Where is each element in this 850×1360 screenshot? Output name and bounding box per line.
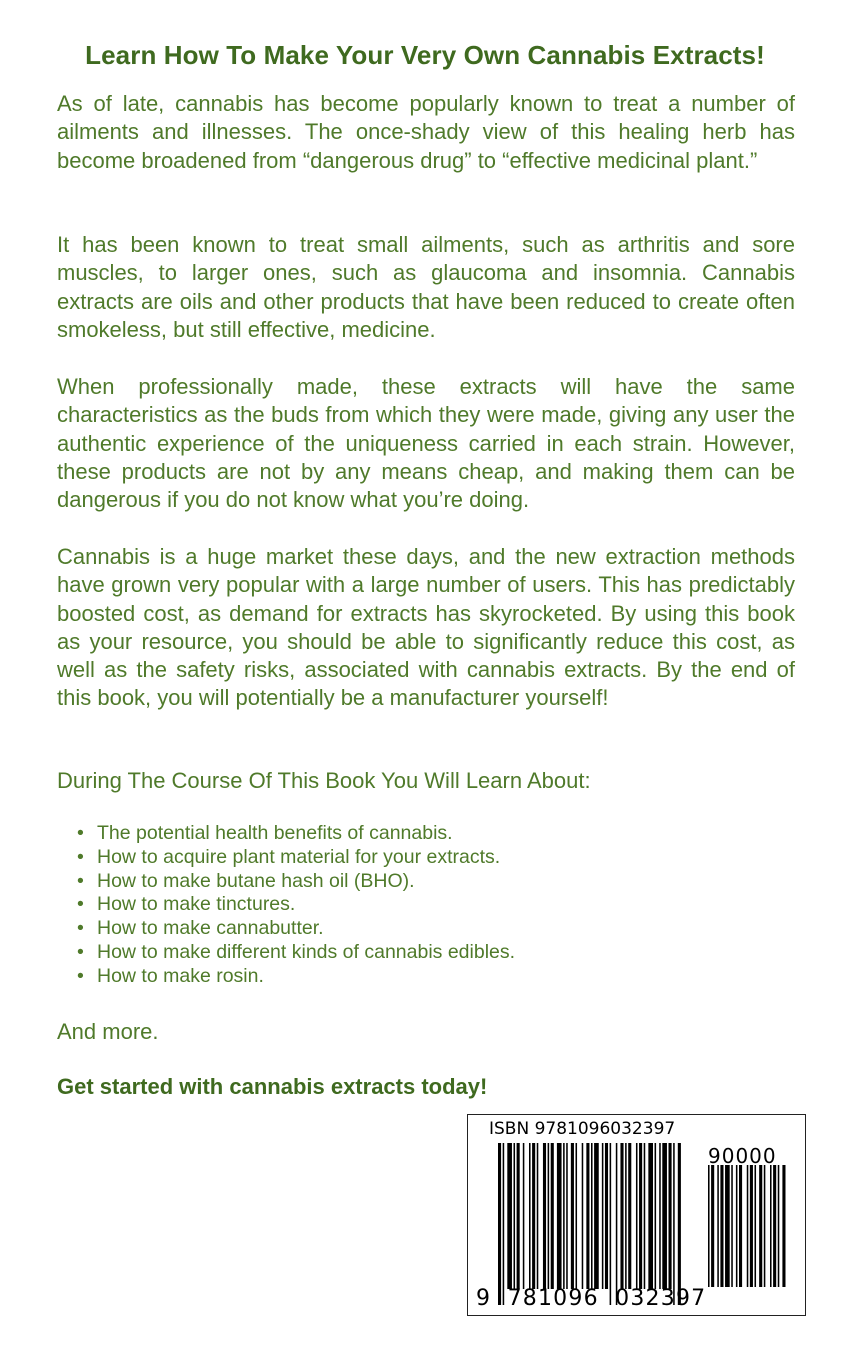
barcode-bar	[498, 1143, 501, 1305]
addon-bar	[720, 1165, 723, 1287]
barcode-digits: 9 781096 032397	[476, 1286, 707, 1311]
ailments-paragraph: It has been known to treat small ailments, such as arthritis and sore muscles, to larger ones, such as glaucoma and insomnia. Cannabis extracts are oils and other products that have been reduced to create often smokeless, but still effective, medicine.	[57, 232, 795, 342]
addon-bar	[782, 1165, 785, 1287]
barcode-bar	[610, 1143, 612, 1305]
list-item	[77, 965, 515, 989]
barcode-bar	[678, 1143, 681, 1305]
addon-bar	[731, 1165, 733, 1287]
barcode-bar	[507, 1143, 512, 1289]
barcode-bar	[625, 1143, 627, 1289]
learn-heading: During The Course Of This Book You Will Learn About:	[57, 768, 591, 793]
list-item	[77, 941, 515, 965]
price-addon-code: 90000	[708, 1144, 777, 1168]
barcode-bar	[602, 1143, 604, 1289]
list-item-text: How to make tinctures.	[97, 893, 296, 916]
bullet-icon: •	[77, 869, 84, 892]
list-item	[77, 893, 515, 917]
list-item	[77, 846, 515, 870]
barcode-bar	[576, 1143, 578, 1289]
barcode-bar	[655, 1143, 657, 1289]
bullet-icon: •	[77, 964, 84, 987]
addon-bar	[717, 1165, 719, 1287]
barcode-bar	[503, 1143, 505, 1305]
barcode-bar	[582, 1143, 584, 1289]
list-item-text: How to make different kinds of cannabis edibles.	[97, 940, 516, 963]
barcode-bar	[517, 1143, 520, 1289]
call-to-action: Get started with cannabis extracts today!	[57, 1074, 488, 1099]
list-item	[77, 917, 515, 941]
barcode-bar	[616, 1143, 618, 1305]
barcode-bar	[659, 1143, 661, 1289]
barcode-bar	[529, 1143, 531, 1289]
barcode-bar	[636, 1143, 638, 1289]
and-more-text: And more.	[57, 1019, 159, 1044]
barcode-bar	[594, 1143, 599, 1289]
barcode-bar	[648, 1143, 653, 1289]
addon-bar	[773, 1165, 776, 1287]
list-item	[77, 822, 515, 846]
barcode-bar	[669, 1143, 672, 1289]
addon-bar	[736, 1165, 738, 1287]
addon-bar	[778, 1165, 780, 1287]
addon-bar	[725, 1165, 730, 1287]
bullet-icon: •	[77, 940, 84, 963]
addon-bar	[747, 1165, 749, 1287]
list-item-text: The potential health benefits of cannabis.	[97, 822, 453, 844]
barcode-bar	[563, 1143, 565, 1289]
market-paragraph: Cannabis is a huge market these days, and the new extraction methods have grown very popular with a large number of users. This has predictably boosted cost, as demand for extracts has skyrocketed. By using this book as your resource, you should be able to significantly reduce this cost, as well as the safety risks, associated with cannabis extracts. By the end of this book, you will potentially be a manufacturer yourself!	[57, 544, 795, 711]
barcode-bar	[662, 1143, 667, 1289]
barcode-bar	[548, 1143, 550, 1289]
bullet-icon: •	[77, 917, 84, 940]
barcode-bar	[557, 1143, 562, 1289]
barcode-bar	[586, 1143, 589, 1289]
barcode-bar	[605, 1143, 608, 1289]
barcode-bar	[673, 1143, 675, 1305]
list-item-text: How to make butane hash oil (BHO).	[97, 869, 415, 892]
barcode-bar	[644, 1143, 646, 1289]
barcode-bar	[639, 1143, 642, 1289]
topics-list	[77, 822, 515, 989]
addon-bar	[770, 1165, 772, 1287]
barcode-bar	[532, 1143, 535, 1289]
barcode-bar	[628, 1143, 631, 1289]
list-item	[77, 870, 515, 894]
addon-bar	[739, 1165, 742, 1287]
list-item-text: How to make rosin.	[97, 964, 264, 987]
addon-bar	[711, 1165, 714, 1287]
addon-bar	[764, 1165, 766, 1287]
quality-paragraph: When professionally made, these extracts will have the same characteristics as the buds from which they were made, giving any user the authentic experience of the uniqueness carried in each strain. However, these products are not by any means cheap, and making them can be dangerous if you do not know what you’re doing.	[57, 374, 795, 513]
bullet-icon: •	[77, 822, 84, 844]
barcode-bar	[566, 1143, 568, 1289]
barcode-bar	[591, 1143, 593, 1289]
list-item-text: How to make cannabutter.	[97, 917, 324, 940]
barcode-bar	[537, 1143, 539, 1289]
barcode-bar	[523, 1143, 525, 1289]
addon-bar	[755, 1165, 757, 1287]
list-item-text: How to acquire plant material for your extracts.	[97, 845, 501, 868]
barcode-bar	[571, 1143, 574, 1289]
barcode-bar	[514, 1143, 516, 1289]
barcode-bar	[620, 1143, 623, 1289]
intro-paragraph: As of late, cannabis has become popularly known to treat a number of ailments and illnesses. The once-shady view of this healing herb has become broadened from “dangerous drug” to “effective medicinal plant.”	[57, 91, 795, 173]
isbn-label: ISBN 9781096032397	[489, 1119, 676, 1139]
barcode-bar	[543, 1143, 546, 1289]
addon-bar	[708, 1165, 710, 1287]
addon-bar	[759, 1165, 762, 1287]
addon-bar	[750, 1165, 753, 1287]
bullet-icon: •	[77, 845, 84, 868]
bullet-icon: •	[77, 893, 84, 916]
barcode-bar	[551, 1143, 554, 1289]
page-title: Learn How To Make Your Very Own Cannabis Extracts!	[85, 40, 765, 70]
isbn-barcode	[467, 1114, 806, 1316]
